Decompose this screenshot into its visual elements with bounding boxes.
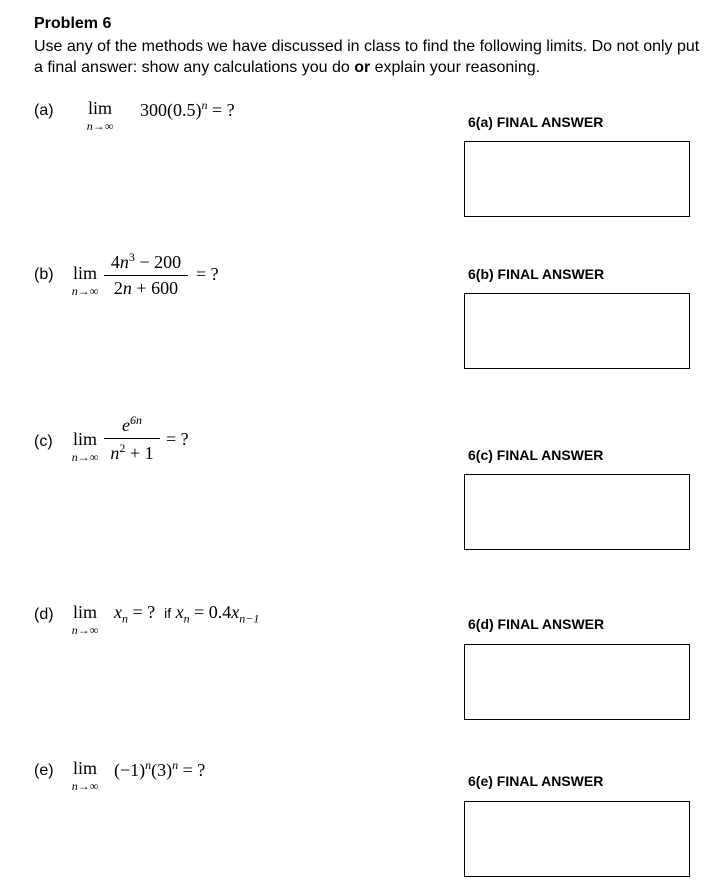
numerator xyxy=(104,413,160,436)
expr-rhs: = ? xyxy=(196,264,219,284)
lim-word: lim xyxy=(87,98,112,118)
lim-subscript: n→∞ xyxy=(86,119,114,133)
fraction-bar xyxy=(104,438,160,439)
expr-rhs: = ? xyxy=(128,602,156,622)
numerator xyxy=(104,250,188,273)
part-label: (d) xyxy=(34,606,54,623)
seq-sub: n xyxy=(122,611,128,626)
answer-box-c[interactable] xyxy=(464,474,690,550)
if-text: if xyxy=(164,605,172,621)
den-rest: + 600 xyxy=(131,278,179,298)
instructions-text: Use any of the methods we have discussed in class to find the following limits. Do not only put a final answer: show any calculations you do xyxy=(34,38,700,76)
lim-subscript: n→∞ xyxy=(71,284,99,298)
problem-title: Problem 6 xyxy=(34,15,112,32)
rel-eq: = 0.4 xyxy=(189,602,232,622)
rel-var2: x xyxy=(231,602,240,622)
answer-box-a[interactable] xyxy=(464,141,690,217)
lim-word: lim xyxy=(72,429,97,449)
lim-word: lim xyxy=(72,758,97,778)
limit-operator xyxy=(64,263,106,299)
factor-2: (3) xyxy=(151,760,173,780)
limit-operator xyxy=(64,758,106,794)
expr-rhs: = ? xyxy=(178,760,206,780)
expr-rhs: = ? xyxy=(166,429,189,449)
den-var: n xyxy=(110,443,120,463)
expression-d xyxy=(114,602,259,627)
num-var: n xyxy=(119,252,129,272)
instructions xyxy=(34,36,704,78)
denominator xyxy=(104,278,188,299)
limit-operator xyxy=(70,98,130,134)
exp-1: n xyxy=(145,758,152,772)
answer-box-d[interactable] xyxy=(464,644,690,720)
fraction-c xyxy=(104,413,160,464)
lim-subscript: n→∞ xyxy=(71,623,99,637)
expr-base: 300(0.5) xyxy=(140,100,202,120)
limit-operator xyxy=(64,602,106,638)
answer-box-e[interactable] xyxy=(464,801,690,877)
answer-label-e: 6(e) FINAL ANSWER xyxy=(468,773,604,789)
fraction-bar xyxy=(104,275,188,276)
part-label: (e) xyxy=(34,762,54,779)
num-coef: 4 xyxy=(110,252,120,272)
num-rest: − 200 xyxy=(134,252,182,272)
exp-2: n xyxy=(172,758,179,772)
answer-label-d: 6(d) FINAL ANSWER xyxy=(468,616,605,632)
seq-var: x xyxy=(114,602,122,622)
lim-word: lim xyxy=(72,263,97,283)
num-exp: 6n xyxy=(130,413,142,427)
expr-exponent: n xyxy=(201,98,208,112)
answer-label-a: 6(a) FINAL ANSWER xyxy=(468,114,604,130)
expression-e xyxy=(114,758,205,781)
lim-subscript: n→∞ xyxy=(71,779,99,793)
expr-rhs: = ? xyxy=(207,100,235,120)
factor-1: (−1) xyxy=(114,760,146,780)
den-var: n xyxy=(122,278,132,298)
num-base: e xyxy=(122,415,130,435)
den-rest: + 1 xyxy=(125,443,154,463)
denominator xyxy=(104,441,160,464)
limit-operator xyxy=(64,429,106,465)
instructions-bold: or xyxy=(354,59,371,76)
answer-label-c: 6(c) FINAL ANSWER xyxy=(468,447,604,463)
answer-label-b: 6(b) FINAL ANSWER xyxy=(468,266,605,282)
rel-sub: n xyxy=(183,611,190,626)
answer-box-b[interactable] xyxy=(464,293,690,369)
part-label: (b) xyxy=(34,266,54,283)
instructions-text-end: explain your reasoning. xyxy=(370,59,541,76)
rel-sub2: n−1 xyxy=(239,611,260,626)
den-exp: 2 xyxy=(119,441,126,455)
part-label: (a) xyxy=(34,102,54,119)
lim-subscript: n→∞ xyxy=(71,450,99,464)
rel-var: x xyxy=(175,602,184,622)
part-label: (c) xyxy=(34,433,53,450)
fraction-b xyxy=(104,250,188,299)
den-coef: 2 xyxy=(113,278,123,298)
num-exp: 3 xyxy=(128,250,135,264)
expression-a xyxy=(140,98,235,121)
lim-word: lim xyxy=(72,602,97,622)
